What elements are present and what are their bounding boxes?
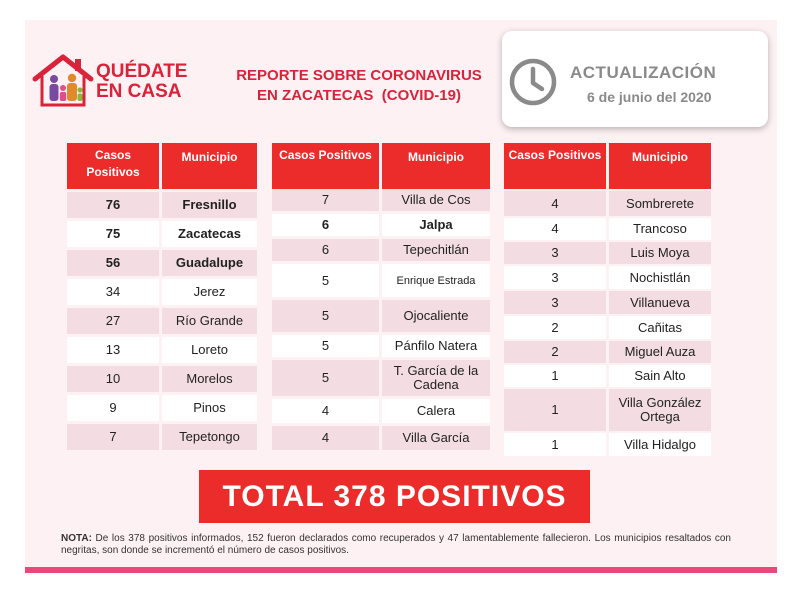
cases-cell: 1 [504,433,606,456]
municipality-cell: Villa Hidalgo [609,433,711,456]
cases-table-3 [504,143,711,461]
municipality-cell: Tepetongo [162,424,257,450]
municipality-cell: Morelos [162,366,257,392]
table-row [67,424,257,450]
municipality-cell: Ojocaliente [382,300,490,332]
header-cases: Casos Positivos [272,143,379,189]
cases-cell: 5 [272,300,379,332]
municipality-cell: Villa García [382,426,490,450]
table-row [504,341,711,363]
note-label: NOTA: [61,533,92,544]
cases-cell: 2 [504,341,606,363]
municipality-cell: Jerez [162,279,257,305]
municipality-cell: Sombrerete [609,191,711,216]
report-line1: REPORTE SOBRE CORONAVIRUS [236,67,482,84]
municipality-cell: Trancoso [609,218,711,240]
header-municipality: Municipio [162,143,257,189]
municipality-cell: Zacatecas [162,221,257,247]
table-row [272,335,490,357]
table-row [272,360,490,396]
house-family-icon [32,52,94,108]
municipality-cell: Guadalupe [162,250,257,276]
cases-cell: 3 [504,266,606,289]
total-banner: TOTAL 378 POSITIVOS [199,470,590,523]
municipality-cell: Río Grande [162,308,257,334]
table-row [504,218,711,240]
table-row [67,395,257,421]
cases-cell: 76 [67,192,159,218]
table-row [272,399,490,423]
update-title: ACTUALIZACIÓN [570,63,717,82]
municipality-cell: Pánfilo Natera [382,335,490,357]
municipality-cell: Fresnillo [162,192,257,218]
table-row [504,365,711,387]
municipality-cell: Pinos [162,395,257,421]
municipality-cell: Enrique Estrada [382,264,490,297]
cases-cell: 56 [67,250,159,276]
cases-cell: 5 [272,360,379,396]
cases-cell: 27 [67,308,159,334]
stay-home-title [96,62,187,102]
bottom-accent-bar [25,567,777,573]
table-row [504,191,711,216]
report-title [214,66,504,106]
municipality-cell: T. García de la Cadena [382,360,490,396]
municipality-cell: Sain Alto [609,365,711,387]
cases-cell: 2 [504,316,606,339]
cases-cell: 4 [504,218,606,240]
table-row [272,189,490,211]
table-row [67,337,257,363]
cases-cell: 6 [272,214,379,236]
municipality-cell: Villa González Ortega [609,389,711,431]
table-row [67,308,257,334]
cases-cell: 5 [272,335,379,357]
table-row [67,250,257,276]
municipality-cell: Luis Moya [609,242,711,264]
municipality-cell: Cañitas [609,316,711,339]
table-row [504,291,711,314]
cases-table-1 [67,143,257,458]
table-row [272,264,490,297]
clock-icon [508,57,558,107]
table-row [67,366,257,392]
cases-cell: 4 [272,426,379,450]
cases-cell: 7 [67,424,159,450]
cases-cell: 3 [504,242,606,264]
update-date: 6 de junio del 2020 [587,89,712,105]
stay-home-line1: QUÉDATE [96,61,188,82]
stay-home-line2: EN CASA [96,81,182,102]
header-cases: Casos Positivos [504,143,606,189]
note-text: De los 378 positivos informados, 152 fueron declarados como recuperados y 47 lamentablemente fallecieron. Los municipios resaltados con negritas, son donde se incrementó el número de casos positivos. [61,533,731,556]
cases-cell: 13 [67,337,159,363]
cases-cell: 9 [67,395,159,421]
table-row [272,214,490,236]
municipality-cell: Villanueva [609,291,711,314]
table-row [504,242,711,264]
table-row [272,426,490,450]
municipality-cell: Nochistlán [609,266,711,289]
cases-cell: 10 [67,366,159,392]
note [61,533,731,557]
table-row [67,221,257,247]
cases-cell: 4 [272,399,379,423]
table-row [504,389,711,431]
table-row [504,266,711,289]
cases-cell: 6 [272,239,379,261]
table-row [272,239,490,261]
municipality-cell: Calera [382,399,490,423]
header-municipality: Municipio [609,143,711,189]
cases-cell: 7 [272,189,379,211]
header-cases: Casos Positivos [67,143,159,189]
cases-cell: 5 [272,264,379,297]
table-row [504,316,711,339]
municipality-cell: Villa de Cos [382,189,490,211]
table-row [272,300,490,332]
municipality-cell: Miguel Auza [609,341,711,363]
cases-cell: 34 [67,279,159,305]
cases-cell: 3 [504,291,606,314]
municipality-cell: Loreto [162,337,257,363]
cases-cell: 1 [504,365,606,387]
table-row [67,192,257,218]
table-row [504,433,711,456]
municipality-cell: Jalpa [382,214,490,236]
report-line2: EN ZACATECAS (COVID-19) [257,87,461,104]
cases-cell: 75 [67,221,159,247]
cases-table-2 [272,143,490,458]
table-row [67,279,257,305]
header-municipality: Municipio [382,143,490,189]
cases-cell: 4 [504,191,606,216]
cases-cell: 1 [504,389,606,431]
municipality-cell: Tepechitlán [382,239,490,261]
